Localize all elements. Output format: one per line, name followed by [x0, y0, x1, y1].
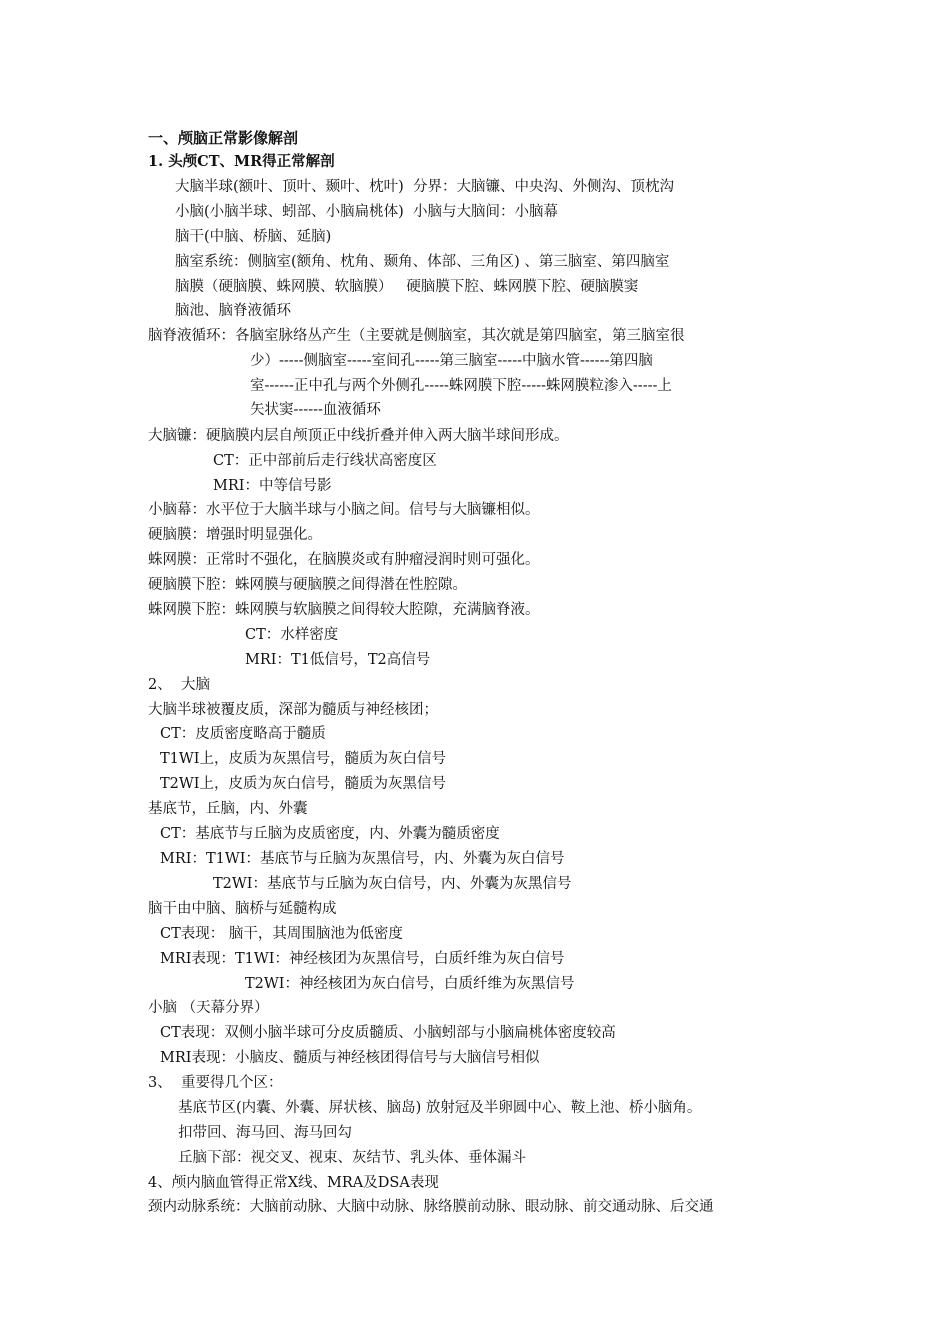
text-line: CT表现：双侧小脑半球可分皮质髓质、小脑蚓部与小脑扁桃体密度较高 — [160, 1025, 616, 1041]
text-line: 基底节区(内囊、外囊、屏状核、脑岛) 放射冠及半卵圆中心、鞍上池、桥小脑角。 — [178, 1100, 702, 1116]
text-line: 硬脑膜：增强时明显强化。 — [148, 527, 322, 543]
text-line: 颈内动脉系统：大脑前动脉、大脑中动脉、脉络膜前动脉、眼动脉、前交通动脉、后交通 — [148, 1199, 714, 1215]
text-line: MRI表现：T1WI：神经核团为灰黑信号，白质纤维为灰白信号 — [160, 951, 565, 967]
text-line: MRI：T1WI：基底节与丘脑为灰黑信号，内、外囊为灰白信号 — [160, 851, 565, 867]
text-line: 大脑镰：硬脑膜内层自颅顶正中线折叠并伸入两大脑半球间形成。 — [148, 428, 569, 444]
text-line: 小脑幕：水平位于大脑半球与小脑之间。信号与大脑镰相似。 — [148, 502, 540, 518]
text-line: 少）-----侧脑室-----室间孔-----第三脑室-----中脑水管------第四脑 — [250, 353, 653, 369]
text-line: 脑室系统：侧脑室(额角、枕角、颞角、体部、三角区) 、第三脑室、第四脑室 — [175, 254, 670, 270]
text-line: CT：皮质密度略高于髓质 — [160, 726, 326, 742]
text-line: MRI表现：小脑皮、髓质与神经核团得信号与大脑信号相似 — [160, 1050, 540, 1066]
subsection-heading: 3、 重要得几个区： — [148, 1075, 283, 1091]
subsection-heading: 4、颅内脑血管得正常X线、MRA及DSA表现 — [148, 1175, 439, 1191]
subsection-heading: 1. 头颅CT、MR得正常解剖 — [148, 153, 335, 170]
text-line: 小脑(小脑半球、蚓部、小脑扁桃体) 小脑与大脑间：小脑幕 — [175, 204, 559, 220]
text-line: T2WI上，皮质为灰白信号，髓质为灰黑信号 — [160, 776, 447, 792]
text-line: 室------正中孔与两个外侧孔-----蛛网膜下腔-----蛛网膜粒渗入-----上 — [250, 378, 672, 394]
text-line: CT表现： 脑干，其周围脑池为低密度 — [160, 926, 403, 942]
subsection-heading: 2、 大脑 — [148, 677, 210, 693]
text-line: 扣带回、海马回、海马回勾 — [178, 1125, 352, 1141]
text-line: 矢状窦------血液循环 — [250, 402, 381, 418]
text-line: 脑干(中脑、桥脑、延脑) — [175, 229, 332, 245]
text-line: 基底节，丘脑，内、外囊 — [148, 801, 308, 817]
text-line: 脑池、脑脊液循环 — [175, 303, 291, 319]
text-line: 大脑半球(额叶、顶叶、颞叶、枕叶) 分界：大脑镰、中央沟、外侧沟、顶枕沟 — [175, 179, 675, 195]
text-line: 脑脊液循环：各脑室脉络丛产生（主要就是侧脑室，其次就是第四脑室，第三脑室很 — [148, 328, 685, 344]
text-line: 脑干由中脑、脑桥与延髓构成 — [148, 901, 337, 917]
text-line: CT：水样密度 — [245, 627, 339, 643]
text-line: 大脑半球被覆皮质，深部为髓质与神经核团； — [148, 702, 438, 718]
text-line: 蛛网膜下腔：蛛网膜与软脑膜之间得较大腔隙，充满脑脊液。 — [148, 602, 540, 618]
text-line: 脑膜（硬脑膜、蛛网膜、软脑膜） 硬脑膜下腔、蛛网膜下腔、硬脑膜窦 — [175, 279, 639, 295]
text-line: 蛛网膜：正常时不强化，在脑膜炎或有肿瘤浸润时则可强化。 — [148, 552, 540, 568]
text-line: T2WI：基底节与丘脑为灰白信号，内、外囊为灰黑信号 — [213, 876, 572, 892]
text-line: 小脑 （天幕分界） — [148, 1000, 269, 1016]
text-line: CT：正中部前后走行线状高密度区 — [213, 453, 437, 469]
section-heading: 一、颅脑正常影像解剖 — [148, 129, 299, 147]
text-line: 丘脑下部：视交叉、视束、灰结节、乳头体、垂体漏斗 — [178, 1150, 526, 1166]
text-line: 硬脑膜下腔：蛛网膜与硬脑膜之间得潜在性腔隙。 — [148, 577, 467, 593]
text-line: T2WI：神经核团为灰白信号，白质纤维为灰黑信号 — [245, 976, 575, 992]
text-line: MRI：中等信号影 — [213, 478, 332, 494]
text-line: T1WI上，皮质为灰黑信号，髓质为灰白信号 — [160, 751, 447, 767]
text-line: CT：基底节与丘脑为皮质密度，内、外囊为髓质密度 — [160, 826, 500, 842]
text-line: MRI：T1低信号，T2高信号 — [245, 652, 431, 668]
